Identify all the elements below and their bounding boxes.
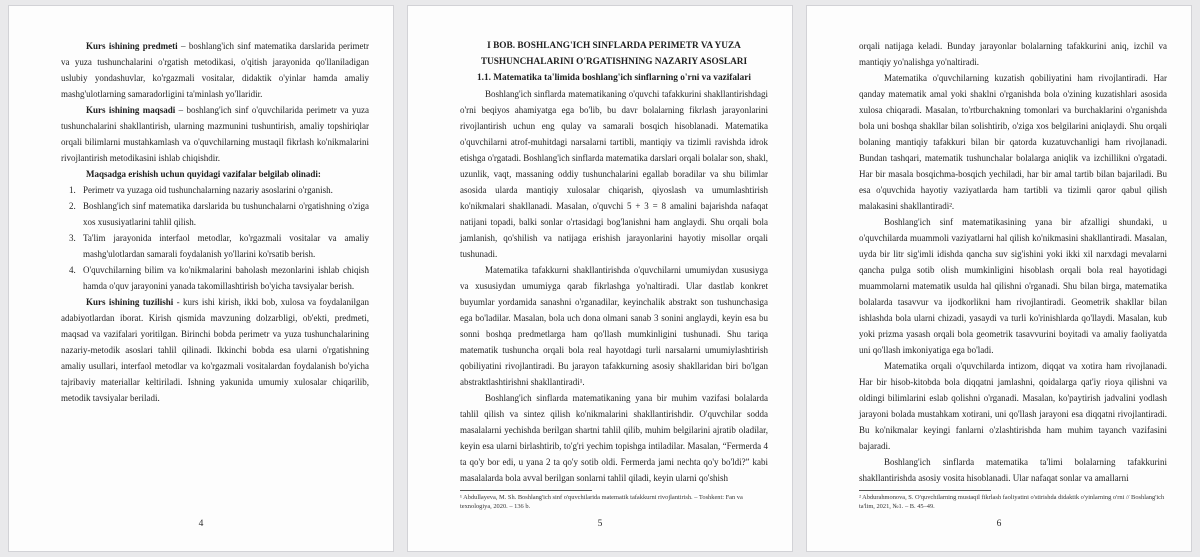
page-number: 5 [597,519,603,529]
paragraph-predmet [61,38,369,102]
document-page-4 [8,5,394,552]
footnote [859,490,1167,511]
paragraph: Matematika tafakkurni shakllantirishda o'quvchilarni umumiydan xususiyga va xususiydan umumiyga qarab fikrlashga yo'naltiradi. Ular dastlab konkret buyumlar yordamida sanashni o'rganadilar, keyinchalik abstrakt son tushunchasiga ega bo'ladilar. Masalan, bola uch dona olmani sanab 3 sonini anglaydi, keyin esa bu sonni boshqa predmetlarga ham qo'llash mumkinligini tushunadi. Shu tariqa matematik tushuncha orqali bola real hayotdagi turli narsalarni umumiylashtirish qobiliyatini rivojlantiradi. Bu jarayon tafakkurning asosiy shakllaridan biri bo'lgan abstraktlashtirishni shakllantiradi¹. [460,265,768,387]
task-list-item [61,230,369,262]
paragraph-tuzilish [61,294,369,406]
footnote-text: ² Abdurahmonova, S. O'quvchilarning mustaqil fikrlash faoliyatini o'stirishda didaktik o'yinlarning o'rni // Boshlang'ich ta'lim, 2021, №1. – B. 45–49. [859,494,1165,510]
page-number: 6 [996,519,1002,529]
document-page-6 [806,5,1192,552]
footnote-rule [859,490,991,491]
paragraph: Boshlang'ich sinflarda matematika ta'limi bolalarning tafakkurini shakllantirishda asosiy vosita hisoblanadi. Ular nafaqat sonlar va amallarni [859,457,1167,483]
footnote [460,490,768,511]
paragraph: Matematika o'quvchilarning kuzatish qobiliyatini ham rivojlantiradi. Har qanday matematik amal yoki shaklni o'rganishda bola o'zining kuzatishlari asosida xulosa chiqaradi. Masalan, to'rtburchakning tomonlari va burchaklarini o'rganishda bola uni boshqa shakllar bilan solishtirib, o'ziga xos belgilarini aniqlaydi. Shu orqali bolaning mantiqiy tafakkuri bilan bir qatorda kuzatuvchanligi ham rivojlanadi. Bundan tashqari, matematik tushunchalar bolalarga aniqlik va izchillikni o'rgatadi. Har bir masala bosqichma-bosqich yechiladi, har bir amal tartib bilan bajariladi. Bu esa o'quvchida hayotiy vaziyatlarda ham tartibli va tizimli qaror qabul qilish malakasini shakllantiradi². [859,73,1167,211]
paragraph-lead: Kurs ishining maqsadi [86,105,176,115]
task-number: 2. [69,201,76,211]
task-number: 4. [69,265,76,275]
footnote-rule [460,490,592,491]
task-list-item [61,182,369,198]
paragraph-text: – boshlang'ich sinf matematika darslarida perimetr va yuza tushunchalarini o'rgatish metodikasi, o'qitish jarayonida qo'llaniladigan uslubiy yondashuvlar, ko'rgazmali vositalar, didaktik o'yinlar hamda amaliy mashg'ulotlarning samaradorligini ta'minlash yo'llaridir. [61,41,369,99]
task-number: 3. [69,233,76,243]
chapter-heading: I BOB. BOSHLANG'ICH SINFLARDA PERIMETR VA YUZA TUSHUNCHALARINI O'RGATISHNING NAZARIY ASOSLARI [480,41,748,67]
paragraph: Boshlang'ich sinflarda matematikaning o'quvchi tafakkurini shakllantirishdagi o'rni beqiyos ahamiyatga ega bo'lib, bu davr bolalarning fikrlash jarayonlarini rivojlantirish uchun eng qulay va samarali bosqich hisoblanadi. Matematika o'quvchilarni atrof-muhitdagi narsalarni tartibli, mantiqiy va tizimli ravishda idrok etishga o'rgatadi. Boshlang'ich sinflarda matematika darslari orqali bolalar son, shakl, uzunlik, vaqt, massaning oddiy tushunchalarini egallab boradilar va shu bilimlar asosida ularda mantiqiy xulosalar chiqarish, qiyoslash va umumlashtirish ko'nikmalari shakllanadi. Masalan, o'quvchi 5 + 3 = 8 amalini bajarishda nafaqat natijani topadi, balki sonlar o'rtasidagi bog'lanishni ham anglaydi. Shu orqali bola jamlanish, qo'shilish va natijaga erishish jarayonlarini hayotiy misollar orqali tushunadi. [460,89,768,259]
page-number: 4 [198,519,204,529]
tasks-heading: Maqsadga erishish uchun quyidagi vazifalar belgilab olinadi: [86,169,321,179]
paragraph-lead: Kurs ishining tuzilishi [86,297,174,307]
paragraph: Boshlang'ich sinf matematikasining yana bir afzalligi shundaki, u o'quvchilarda muammoli vaziyatlarni hal qilish ko'nikmasini shakllantiradi. Masalan, uyda bir litr sig'imli idishda qancha suv sig'ishini yoki ikki xil narxdagi mevalarni qancha pulga sotib olish mumkinligini hisoblash orqali bola real hayotidagi muammolarni matematik usulda hal qilishni o'rganadi. Shu bilan birga, matematika bolalarda tasavvur va ijodkorlikni ham rivojlantiradi. Geometrik shakllar bilan ishlashda bola ularni chizadi, yasaydi va turli ko'rinishlarda qo'llaydi. Masalan, kub yoki prizma yasash orqali bola geometrik tasavvurini boyitadi va amaliy faoliyatda uni qo'llash imkoniyatiga ega bo'ladi. [859,217,1167,355]
task-text: Perimetr va yuzaga oid tushunchalarning nazariy asoslarini o'rganish. [83,185,333,195]
section-heading: 1.1. Matematika ta'limida boshlang'ich sinflarning o'rni va vazifalari [476,73,751,83]
task-number: 1. [69,185,76,195]
paragraph-lead: Kurs ishining predmeti [86,41,178,51]
task-list-item [61,198,369,230]
paragraph-maqsad [61,102,369,166]
paragraph-text: – boshlang'ich sinf o'quvchilarida perimetr va yuza tushunchalarini shakllantirish, ularning mazmunini tushuntirish, amaliy topshiriqlar orqali bilimlarni mustahkamlash va o'quvchilarning mustaqil fikrlash ko'nikmalarini rivojlantirish metodikasini ishlab chiqishdir. [61,105,369,163]
paragraph: Boshlang'ich sinflarda matematikaning yana bir muhim vazifasi bolalarda tahlil qilish va sintez qilish ko'nikmalarini shakllantirishdir. O'quvchilar sodda masalalarni yechishda berilgan shartni tahlil qilib, muhim belgilarini ajratib oladilar, keyin esa ularni birlashtirib, to'g'ri yechim topishga intiladilar. Masalan, “Fermerda 4 ta qo'y bor edi, u yana 2 ta qo'y sotib oldi. Fermerda jami nechta qo'y bo'ldi?” kabi masalalarda bola avval berilgan sonlarni tahlil qiladi, keyin ularni qo'shish [460,393,768,483]
paragraph: orqali natijaga keladi. Bunday jarayonlar bolalarning tafakkurini aniq, izchil va mantiqiy yo'nalishga yo'naltiradi. [859,41,1167,67]
paragraph: Matematika orqali o'quvchilarda intizom, diqqat va xotira ham rivojlanadi. Har bir hisob-kitobda bola diqqatni jamlashni, qoidalarga qat'iy rioya qilishni va oldingi bilimlarini eslab qolishni o'rganadi. Masalan, ko'paytirish jadvalini yodlash jarayoni bolada mustahkam xotirani, uni qo'llash jarayoni esa diqqatni rivojlantiradi. Bu ko'nikmalar keyingi fanlarni o'zlashtirishda ham muhim tayanch vazifasini bajaradi. [859,361,1167,451]
footnote-text: ¹ Abdullayeva, M. Sh. Boshlang'ich sinf o'quvchilarida matematik tafakkurni rivojlantirish. – Toshkent: Fan va texnologiya, 2020. – 136 b. [460,494,743,510]
paragraph-text: - kurs ishi kirish, ikki bob, xulosa va foydalanilgan adabiyotlardan iborat. Kirish qismida mavzuning dolzarbligi, ob'ekti, predmeti, maqsad va vazifalari yoritilgan. Birinchi bobda perimetr va yuza tushunchalarining nazariy-metodik asoslari tahlil qilinadi. Ikkinchi bobda esa ularni o'rgatishning amaliy usullari, interfaol metodlar va ko'rgazmali vositalardan foydalanish bo'yicha tajribaviy materiallar keltiriladi. Ishning yakunida umumiy xulosalar chiqarilib, metodik tavsiyalar beriladi. [61,297,370,403]
task-list-item [61,262,369,294]
task-text: O'quvchilarning bilim va ko'nikmalarini baholash mezonlarini ishlab chiqish hamda o'quv jarayonini yanada takomillashtirish bo'yicha tavsiyalar berish. [83,265,369,291]
document-page-5 [407,5,793,552]
task-text: Ta'lim jarayonida interfaol metodlar, ko'rgazmali vositalar va amaliy mashg'ulotlardan samarali foydalanish yo'llarini ko'rsatib berish. [83,233,369,259]
task-text: Boshlang'ich sinf matematika darslarida bu tushunchalarni o'rgatishning o'ziga xos xususiyatlarini tahlil qilish. [83,201,369,227]
